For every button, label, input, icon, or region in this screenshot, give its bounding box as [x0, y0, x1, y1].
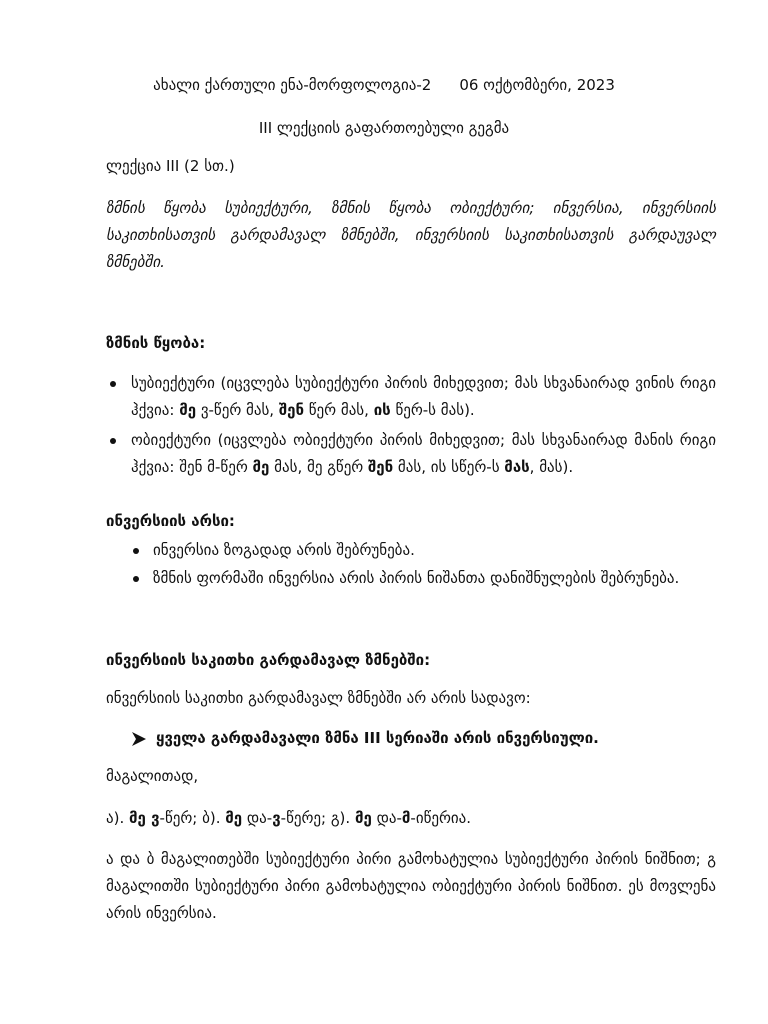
voice-bullet-subjective: სუბიექტური (იცვლება სუბიექტური პირის მიხედვით; მას სხვანაირად ვინის რიგი ჰქვია: მე ვ-წერ მას, შენ წერ მას, ის წერ-ს მას). — [131, 374, 716, 419]
document-subtitle: III ლექციის გაფართოებული გეგმა — [258, 119, 510, 137]
bullet-icon — [110, 381, 116, 387]
lecture-label: ლექცია III (2 სთ.) — [106, 157, 235, 175]
section-heading-essence: ინვერსიის არსი: — [106, 512, 235, 530]
section-heading-transitive: ინვერსიის საკითხი გარდამავალ ზმნებში: — [106, 651, 431, 669]
bullet-icon — [110, 438, 116, 444]
example-label: მაგალითად, — [106, 767, 199, 785]
transitive-key-point: ყველა გარდამავალი ზმნა III სერიაში არის ინვერსიული. — [156, 729, 599, 747]
document-header — [0, 76, 768, 94]
bullet-icon — [133, 548, 139, 554]
section-heading-voice: ზმნის წყობა: — [106, 334, 206, 352]
voice-bullet-objective: ობიექტური (იცვლება ობიექტური პირის მიხედვით; მას სხვანაირად მანის რიგი ჰქვია: შენ მ-წერ მე მას, მე გწერ შენ მას, ის სწერ-ს მას, მას). — [131, 431, 716, 476]
lecture-summary: ზმნის წყობა სუბიექტური, ზმნის წყობა ობიექტური; ინვერსია, ინვერსიის საკითხისათვის გარდამავალ ზმნებში, ინვერსიის საკითხისათვის გარდაუვალ ზმნებში. — [106, 199, 716, 271]
arrowhead-bullet-icon — [131, 731, 147, 747]
transitive-intro: ინვერსიის საკითხი გარდამავალ ზმნებში არ არის სადავო: — [106, 689, 531, 707]
document-date: 06 ოქტომბერი, 2023 — [459, 76, 615, 94]
essence-bullet-1: ინვერსია ზოგადად არის შებრუნება. — [153, 541, 415, 559]
conclusion-paragraph: ა და ბ მაგალითებში სუბიექტური პირი გამოხატულია სუბიექტური პირის ნიშნით; გ მაგალითში სუბიექტური პირი გამოხატულია ობიექტური პირის ნიშნით. ეს მოვლენა არის ინვერსია. — [106, 850, 716, 922]
document-title: ახალი ქართული ენა-მორფოლოგია-2 — [153, 76, 432, 94]
bullet-icon — [133, 576, 139, 582]
examples-line: ა). მე ვ-წერ; ბ). მე და-ვ-წერე; გ). მე და-მ-იწერია. — [106, 809, 472, 827]
essence-bullet-2: ზმნის ფორმაში ინვერსია არის პირის ნიშანთა დანიშნულების შებრუნება. — [153, 569, 680, 587]
